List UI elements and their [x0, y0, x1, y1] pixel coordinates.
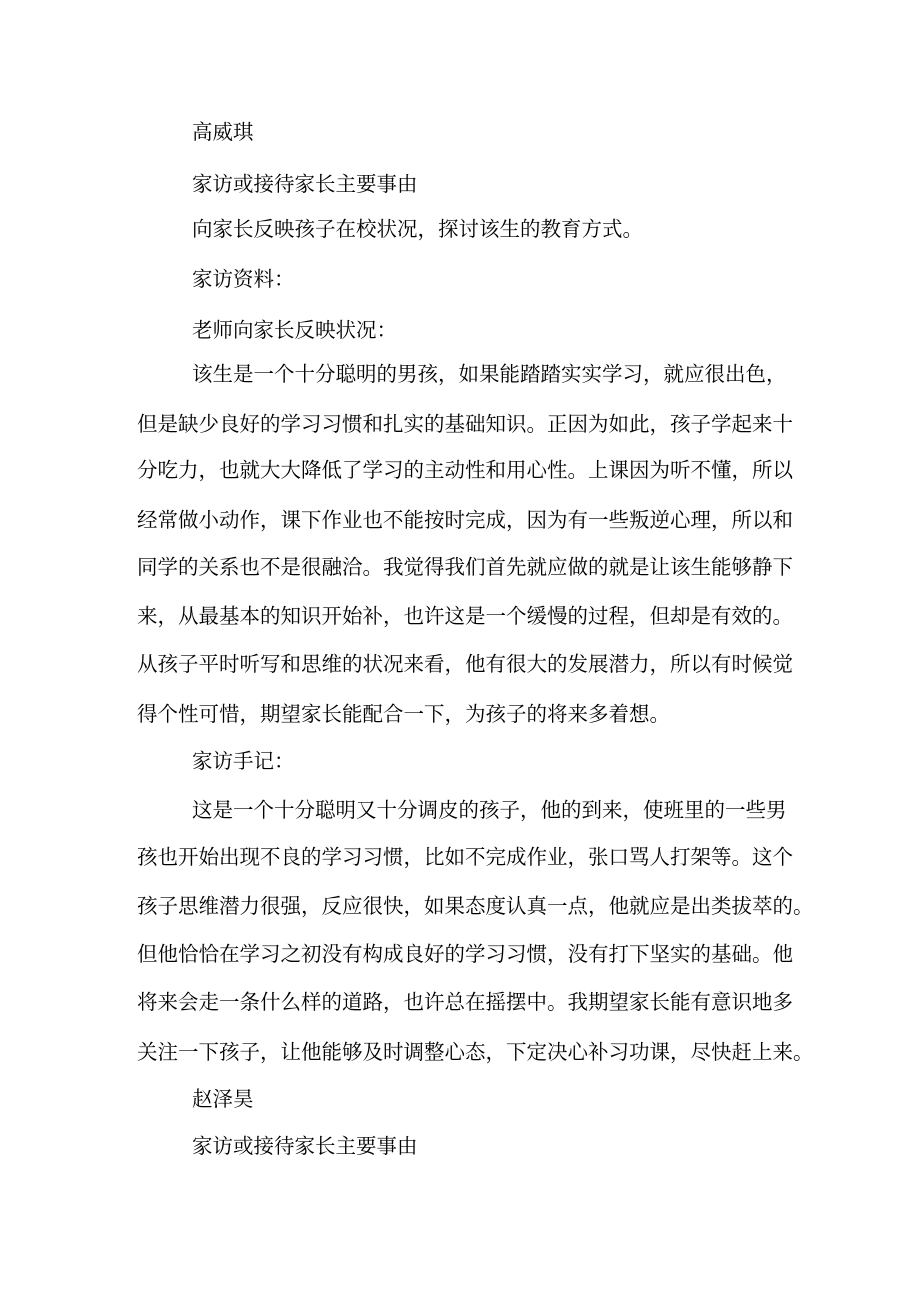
paragraph-line: 将来会走一条什么样的道路，也许总在摇摆中。我期望家长能有意识地多 — [137, 990, 793, 1014]
paragraph-line: 孩也开始出现不良的学习习惯，比如不完成作业，张口骂人打架等。这个 — [137, 845, 793, 869]
reason-text: 向家长反映孩子在校状况，探讨该生的教育方式。 — [192, 217, 643, 241]
paragraph-line: 这是一个十分聪明又十分调皮的孩子，他的到来，使班里的一些男 — [192, 798, 787, 822]
notes-heading: 家访手记： — [192, 749, 295, 773]
paragraph-line: 关注一下孩子，让他能够及时调整心态，下定决心补习功课，尽快赶上来。 — [137, 1040, 814, 1064]
paragraph-line: 分吃力，也就大大降低了学习的主动性和用心性。上课因为听不懂，所以 — [137, 458, 793, 482]
student-name: 赵泽昊 — [192, 1087, 254, 1111]
reason-heading: 家访或接待家长主要事由 — [192, 172, 418, 196]
paragraph-line: 得个性可惜，期望家长能配合一下，为孩子的将来多着想。 — [137, 702, 670, 726]
paragraph-line: 但是缺少良好的学习习惯和扎实的基础知识。正因为如此，孩子学起来十 — [137, 412, 793, 436]
paragraph-line: 同学的关系也不是很融洽。我觉得我们首先就应做的就是让该生能够静下 — [137, 555, 793, 579]
paragraph-line: 但他恰恰在学习之初没有构成良好的学习习惯，没有打下坚实的基础。他 — [137, 942, 793, 966]
paragraph-line: 来，从最基本的知识开始补，也许这是一个缓慢的过程，但却是有效的。 — [137, 604, 793, 628]
paragraph-line: 该生是一个十分聪明的男孩，如果能踏踏实实学习，就应很出色， — [192, 362, 787, 386]
paragraph-line: 孩子思维潜力很强，反应很快，如果态度认真一点，他就应是出类拔萃的。 — [137, 894, 814, 918]
materials-heading: 家访资料： — [192, 267, 295, 291]
reason-heading: 家访或接待家长主要事由 — [192, 1134, 418, 1158]
student-name: 高威琪 — [192, 120, 254, 144]
paragraph-line: 经常做小动作，课下作业也不能按时完成，因为有一些叛逆心理，所以和 — [137, 508, 793, 532]
paragraph-line: 从孩子平时听写和思维的状况来看，他有很大的发展潜力，所以有时候觉 — [137, 652, 793, 676]
teacher-heading: 老师向家长反映状况： — [192, 318, 397, 342]
